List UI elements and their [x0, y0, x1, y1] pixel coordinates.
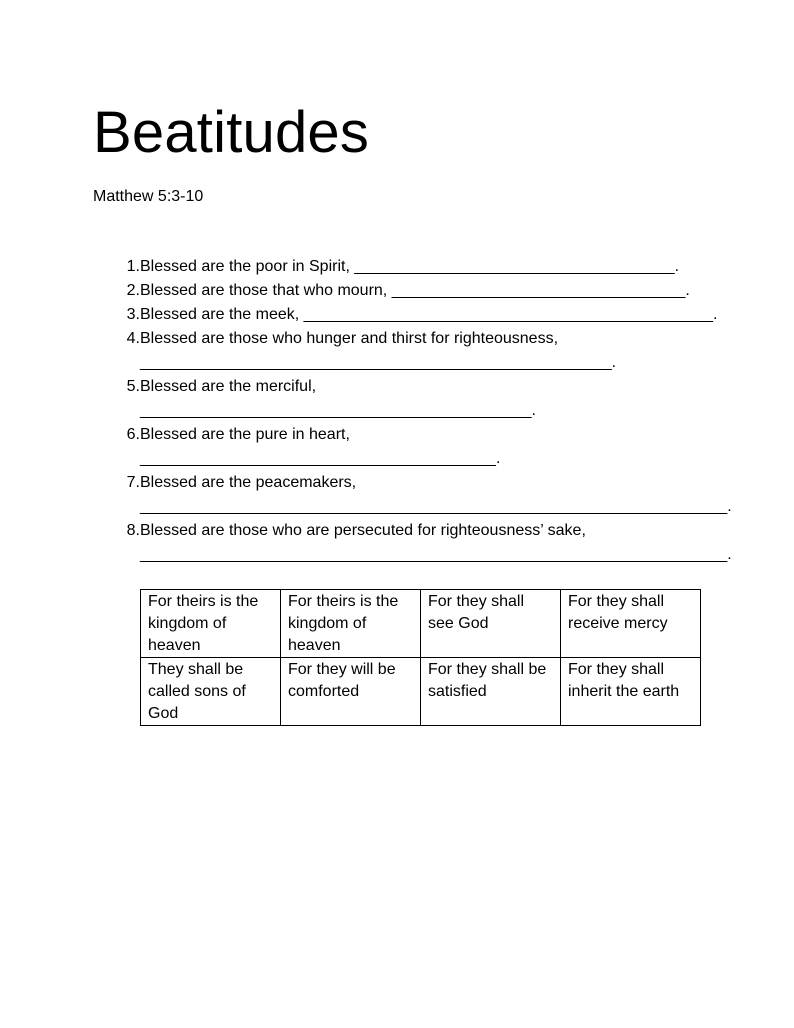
item-text: Blessed are the poor in Spirit, ____________________________________. [140, 258, 680, 275]
answer-bank-table [140, 589, 701, 726]
table-cell: They shall be called sons of God [141, 658, 281, 726]
list-item [110, 279, 710, 303]
list-item [110, 255, 710, 279]
table-cell: For they shall see God [421, 590, 561, 658]
answer-blank: _____________________________________________________. [140, 354, 617, 371]
item-number: 2. [126, 282, 140, 299]
table-cell: For theirs is the kingdom of heaven [141, 590, 281, 658]
list-item [110, 423, 710, 471]
table-cell: For they shall inherit the earth [561, 658, 701, 726]
item-number: 5. [126, 378, 140, 395]
table-cell: For they will be comforted [281, 658, 421, 726]
beatitudes-list [110, 255, 732, 567]
item-text: Blessed are the merciful, [140, 378, 317, 395]
list-item [110, 327, 710, 375]
answer-blank: __________________________________________________________________. [140, 498, 732, 515]
item-text: Blessed are those that who mourn, _________________________________. [140, 282, 690, 299]
list-item [110, 471, 732, 519]
scripture-reference: Matthew 5:3-10 [93, 188, 204, 205]
item-text: Blessed are those who hunger and thirst for righteousness, [140, 330, 559, 347]
table-cell: For theirs is the kingdom of heaven [281, 590, 421, 658]
answer-blank: ________________________________________. [140, 450, 501, 467]
item-number: 7. [126, 474, 140, 491]
item-text: Blessed are the peacemakers, [140, 474, 357, 491]
table-cell: For they shall receive mercy [561, 590, 701, 658]
answer-blank: ____________________________________________. [140, 402, 536, 419]
item-number: 4. [126, 330, 140, 347]
table-row [141, 590, 701, 658]
item-text: Blessed are those who are persecuted for righteousness’ sake, [140, 522, 586, 539]
item-text: Blessed are the pure in heart, [140, 426, 350, 443]
table-cell: For they shall be satisfied [421, 658, 561, 726]
list-item [110, 375, 710, 423]
list-item [110, 519, 732, 567]
item-number: 8. [126, 522, 140, 539]
item-number: 6. [126, 426, 140, 443]
page-title: Beatitudes [93, 100, 370, 165]
table-row [141, 658, 701, 726]
item-number: 1. [126, 258, 140, 275]
answer-blank: __________________________________________________________________. [140, 546, 732, 563]
item-number: 3. [126, 306, 140, 323]
list-item [110, 303, 718, 327]
item-text: Blessed are the meek, ______________________________________________. [140, 306, 718, 323]
